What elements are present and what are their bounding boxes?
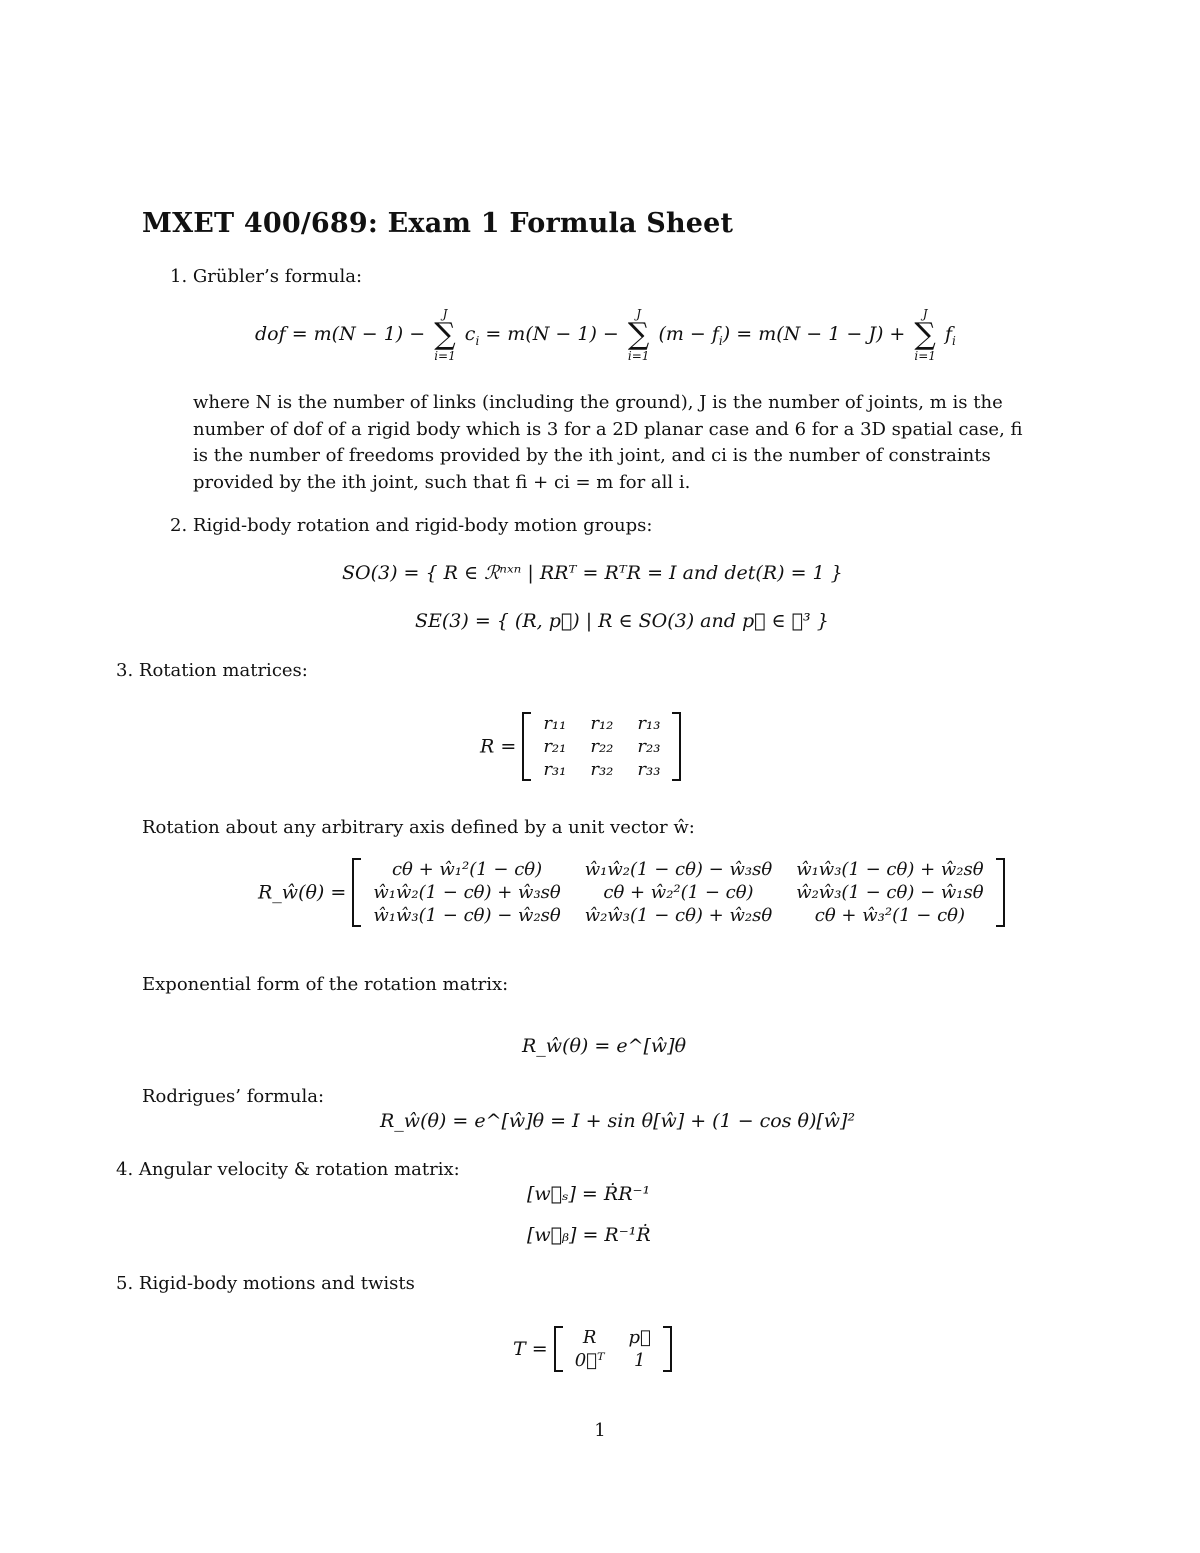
section-1-heading: 1. Grübler’s formula: — [170, 266, 363, 287]
axis-rotation-text: Rotation about any arbitrary axis defined by a unit vector ŵ: — [142, 817, 695, 838]
section-3-heading: 3. Rotation matrices: — [116, 660, 308, 681]
exponential-form-text: Exponential form of the rotation matrix: — [142, 974, 509, 995]
section-2-heading: 2. Rigid-body rotation and rigid-body motion groups: — [170, 515, 653, 536]
sum-3: J ∑ i=1 — [914, 307, 936, 363]
se3-equation: SE(3) = { (R, p⃗) | R ∈ SO(3) and p⃗ ∈ ℛ³ } — [415, 610, 829, 632]
page-title: MXET 400/689: Exam 1 Formula Sheet — [142, 208, 734, 239]
axis-matrix: cθ + ŵ₁²(1 − cθ) ŵ₁ŵ₂(1 − cθ) − ŵ₃sθ ŵ₁ŵ₃(1 − cθ) + ŵ₂sθ ŵ₁ŵ₂(1 − cθ) + ŵ₃sθ cθ + ŵ₂²(1 − cθ) ŵ₂ŵ₃(1 − cθ) − ŵ₁sθ ŵ₁ŵ₃(1 − cθ) − ŵ₂sθ ŵ₂ŵ₃(1 − cθ) + ŵ₂sθ cθ + ŵ₃²(1 − cθ) — [352, 858, 1004, 927]
angular-velocity-body: [w⃗ᵦ] = R⁻¹Ṙ — [527, 1224, 651, 1246]
gruebler-equation: dof = m(N − 1) − J ∑ i=1 $c_i = m(N - 1)$ − J ∑ i=1 $(m - f_i) = m(N - 1 - J)$ + J ∑ i=1 $f_i$ — [255, 307, 956, 363]
t-matrix: R p⃗ 0⃗ᵀ 1 — [554, 1326, 672, 1372]
section-5-heading: 5. Rigid-body motions and twists — [116, 1273, 415, 1294]
rodrigues-text: Rodrigues’ formula: — [142, 1086, 325, 1107]
exponential-equation: R_ŵ(θ) = e^[ŵ]θ — [522, 1035, 687, 1057]
rodrigues-equation: R_ŵ(θ) = e^[ŵ]θ = I + sin θ[ŵ] + (1 − cos θ)[ŵ]² — [380, 1110, 856, 1132]
axis-rotation-equation: R_ŵ(θ) = cθ + ŵ₁²(1 − cθ) ŵ₁ŵ₂(1 − cθ) − ŵ₃sθ ŵ₁ŵ₃(1 − cθ) + ŵ₂sθ ŵ₁ŵ₂(1 − cθ) + ŵ₃sθ cθ + ŵ₂²(1 − cθ) ŵ₂ŵ₃(1 − cθ) − ŵ₁sθ ŵ₁ŵ₃(1 − cθ) − ŵ₂sθ ŵ₂ŵ₃(1 − cθ) + ŵ₂sθ cθ + ŵ₃²(1 − cθ) — [258, 858, 1005, 927]
r-matrix: r₁₁ r₁₂ r₁₃ r₂₁ r₂₂ r₂₃ r₃₁ r₃₂ r₃₃ — [522, 712, 681, 781]
rotation-matrix-equation: R = r₁₁ r₁₂ r₁₃ r₂₁ r₂₂ r₂₃ r₃₁ r₃₂ r₃₃ — [480, 712, 681, 781]
sum-1: J ∑ i=1 — [434, 307, 456, 363]
sum-2: J ∑ i=1 — [627, 307, 650, 363]
so3-equation: SO(3) = { R ∈ ℛⁿˣⁿ | RRᵀ = RᵀR = I and det(R) = 1 } — [342, 562, 843, 584]
transform-equation: T = R p⃗ 0⃗ᵀ 1 — [513, 1326, 672, 1372]
angular-velocity-space: [w⃗ₛ] = ṘR⁻¹ — [527, 1183, 651, 1205]
section-4-heading: 4. Angular velocity & rotation matrix: — [116, 1159, 460, 1180]
gruebler-explanation: where N is the number of links (including the ground), J is the number of joints, m is the number of dof of a rigid body which is 3 for a 2D planar case and 6 for a 3D spatial case, fi is the number of freedoms provided by the ith joint, and ci is the number of constraints provided by the ith joint, such that fi + ci = m for all i. — [193, 392, 1023, 493]
page-number: 1 — [594, 1420, 606, 1441]
